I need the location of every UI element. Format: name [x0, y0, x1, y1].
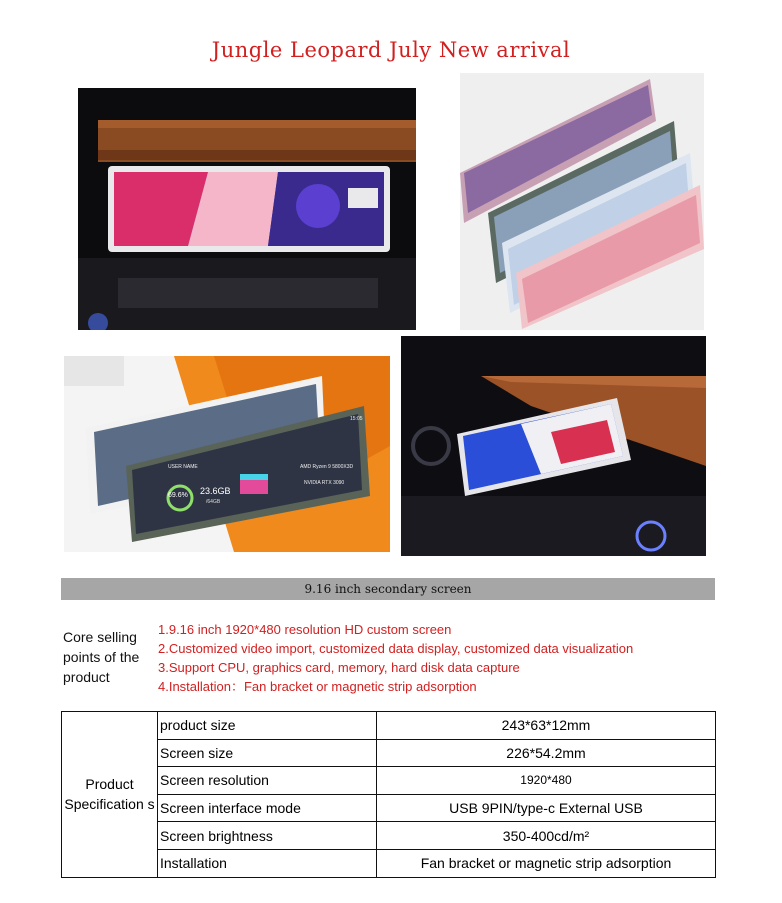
table-row — [62, 767, 716, 795]
spec-table — [61, 711, 716, 878]
product-photo-stacked-screens — [460, 73, 704, 330]
spec-value: 1920*480 — [377, 767, 716, 795]
spec-group-label: Product Specification s — [62, 712, 158, 878]
spec-value: Fan bracket or magnetic strip adsorption — [377, 849, 716, 877]
spec-name: Screen interface mode — [158, 794, 377, 822]
table-row — [62, 739, 716, 767]
selling-point: 4.Installation：Fan bracket or magnetic strip adsorption — [158, 679, 477, 694]
core-selling-label: Core selling points of the product — [63, 629, 140, 685]
table-row — [62, 712, 716, 740]
screen-cpu-percent: 69.6% — [168, 492, 188, 499]
screen-user-name: USER NAME — [168, 464, 198, 470]
selling-point: 1.9.16 inch 1920*480 resolution HD custom screen — [158, 622, 452, 637]
table-row — [62, 849, 716, 877]
screen-memory: 23.6GB — [200, 486, 231, 496]
core-selling-points — [158, 620, 633, 696]
spec-value: 350-400cd/m² — [377, 822, 716, 850]
screen-memory-sub: /64GB — [206, 499, 221, 505]
spec-name: Screen size — [158, 739, 377, 767]
spec-name: product size — [158, 712, 377, 740]
screen-cpu-name: AMD Ryzen 9 5800X3D — [300, 464, 354, 470]
product-photo-screens-ui — [64, 356, 390, 552]
selling-point: 2.Customized video import, customized data display, customized data visualization — [158, 641, 634, 656]
spec-name: Screen resolution — [158, 767, 377, 795]
spec-name: Installation — [158, 849, 377, 877]
spec-value: 226*54.2mm — [377, 739, 716, 767]
page-title: Jungle Leopard July New arrival — [211, 38, 571, 62]
section-bar: 9.16 inch secondary screen — [61, 578, 715, 600]
spec-value: 243*63*12mm — [377, 712, 716, 740]
product-photo-case-top — [78, 88, 416, 330]
screen-time: 15:05 — [350, 416, 363, 422]
spec-value: USB 9PIN/type-c External USB — [377, 794, 716, 822]
spec-name: Screen brightness — [158, 822, 377, 850]
product-photo-installed — [401, 336, 706, 556]
screen-gpu-name: NVIDIA RTX 3090 — [304, 480, 345, 486]
table-row — [62, 794, 716, 822]
selling-point: 3.Support CPU, graphics card, memory, hard disk data capture — [158, 660, 520, 675]
table-row — [62, 822, 716, 850]
